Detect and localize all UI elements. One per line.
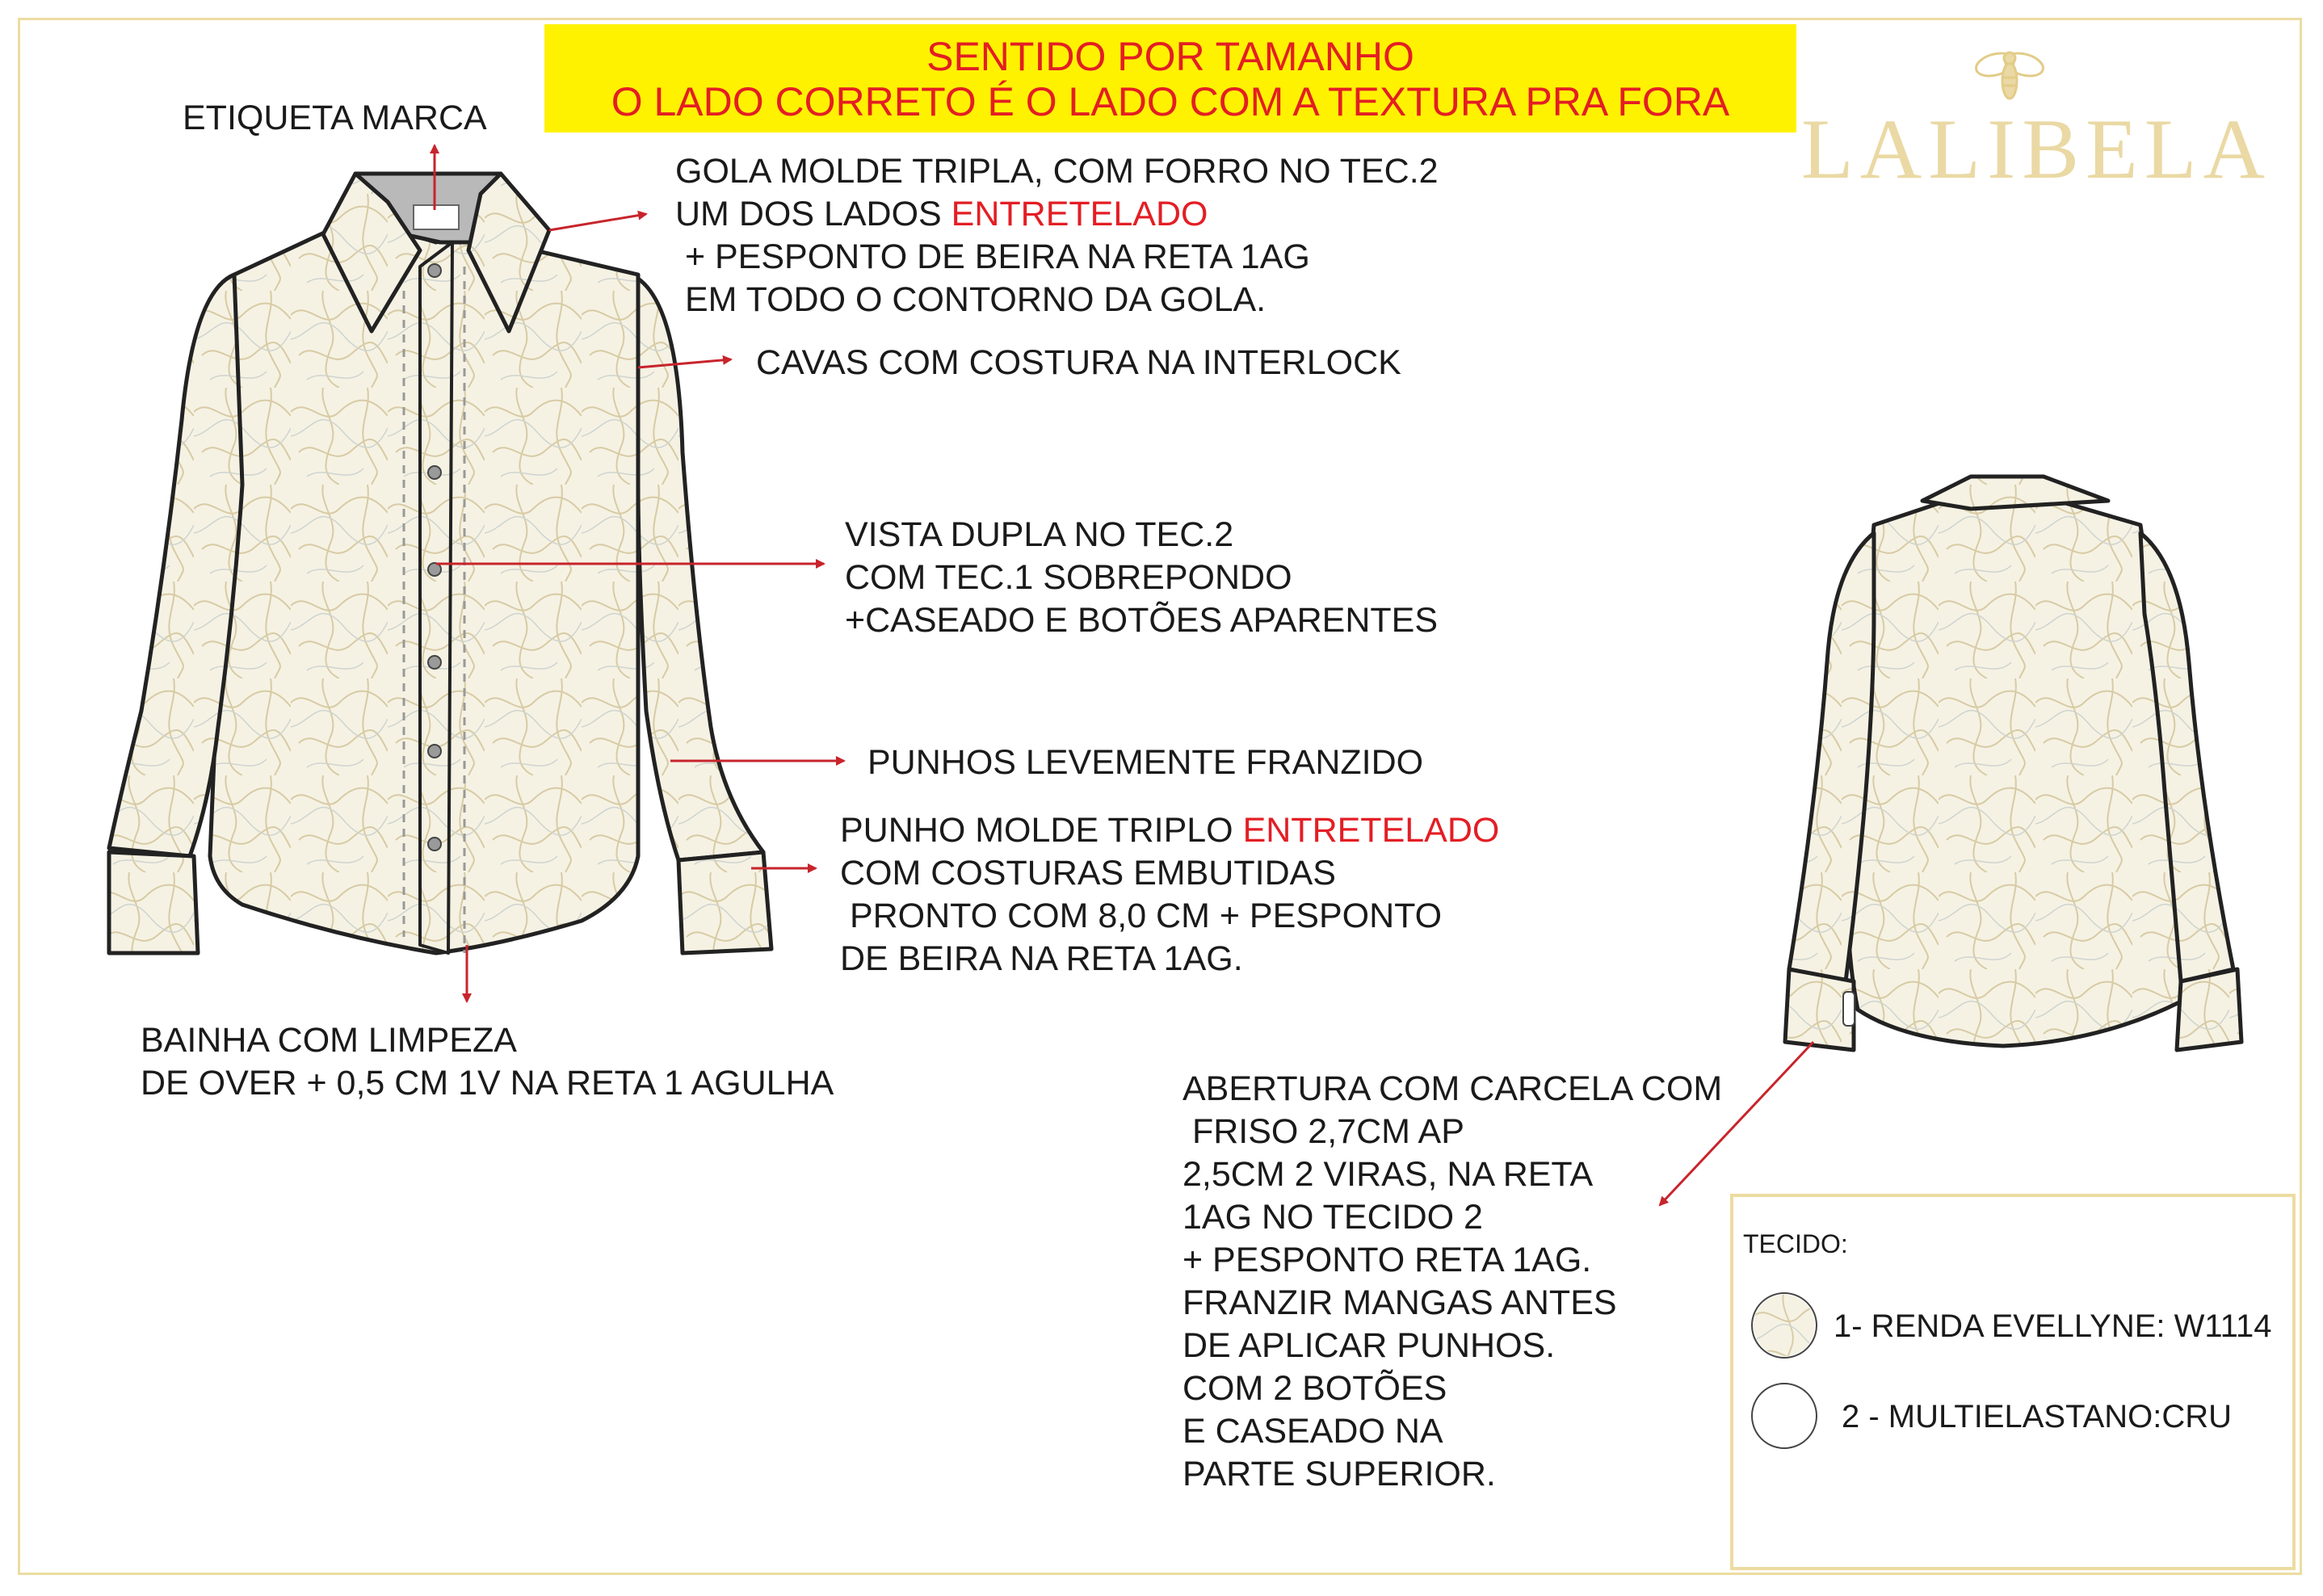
back-body [1847,493,2185,1046]
note-collar-line-2 [675,193,1208,236]
banner-line-2: O LADO CORRETO É O LADO COM A TEXTURA PRA FORA [611,79,1730,124]
legend-item-lace: 1- RENDA EVELLYNE: W1114 [1834,1308,2272,1344]
note-opening-line-7: DE APLICAR PUNHOS. [1183,1326,1556,1365]
note-placket-line-2: COM TEC.1 SOBREPONDO [845,558,1292,597]
front-left-cuff [109,852,198,953]
banner-line-1: SENTIDO POR TAMANHO [926,34,1414,79]
note-placket-line-1: VISTA DUPLA NO TEC.2 [845,515,1234,554]
note-cuff-entretelado: ENTRETELADO [1242,811,1500,850]
note-cuffs-gathered: PUNHOS LEVEMENTE FRANZIDO [867,743,1424,782]
back-collar [1922,477,2108,509]
note-collar-line-1: GOLA MOLDE TRIPLA, COM FORRO NO TEC.2 [675,152,1439,191]
note-cuff-line-1 [840,809,1499,852]
legend-title: TECIDO: [1743,1229,1848,1258]
note-placket-line-3: +CASEADO E BOTÕES APARENTES [845,601,1439,640]
note-opening-line-10: PARTE SUPERIOR. [1183,1455,1496,1493]
lace-swatch [1751,1292,1817,1359]
legend-item-plain: 2 - MULTIELASTANO:CRU [1842,1399,2233,1434]
note-hem-line-1: BAINHA COM LIMPEZA [141,1021,517,1060]
note-cuff-line-2: COM COSTURAS EMBUTIDAS [840,854,1336,892]
note-hem-line-2: DE OVER + 0,5 CM 1V NA RETA 1 AGULHA [141,1064,834,1102]
note-collar-line-3: + PESPONTO DE BEIRA NA RETA 1AG [675,237,1310,276]
note-opening-line-5: + PESPONTO RETA 1AG. [1183,1241,1592,1279]
note-collar-line-2a: UM DOS LADOS [675,195,951,233]
back-cuff-button [1843,992,1855,1026]
back-right-cuff [2177,969,2241,1050]
note-opening-line-6: FRANZIR MANGAS ANTES [1183,1283,1617,1322]
note-opening-line-3: 2,5CM 2 VIRAS, NA RETA [1183,1155,1594,1194]
note-collar-line-4: EM TODO O CONTORNO DA GOLA. [675,280,1267,319]
note-opening-line-1: ABERTURA COM CARCELA COM [1183,1069,1723,1108]
brand-logo: LALIBELA [1801,102,2272,196]
note-brand-label: ETIQUETA MARCA [183,99,487,137]
plain-swatch [1751,1383,1817,1449]
note-cuff-line-1a: PUNHO MOLDE TRIPLO [840,811,1243,850]
note-cuff-line-4: DE BEIRA NA RETA 1AG. [840,939,1243,978]
note-collar-entretelado: ENTRETELADO [951,195,1208,233]
back-shirt [1785,477,2241,1050]
note-armholes: CAVAS COM COSTURA NA INTERLOCK [756,343,1401,382]
note-cuff-line-3: PRONTO COM 8,0 CM + PESPONTO [840,897,1443,935]
note-opening-line-9: E CASEADO NA [1183,1412,1443,1451]
brand-label-tag [414,205,459,229]
note-opening-line-4: 1AG NO TECIDO 2 [1183,1198,1483,1237]
note-opening-line-2: FRISO 2,7CM AP [1183,1112,1464,1151]
note-opening-line-8: COM 2 BOTÕES [1183,1369,1447,1408]
